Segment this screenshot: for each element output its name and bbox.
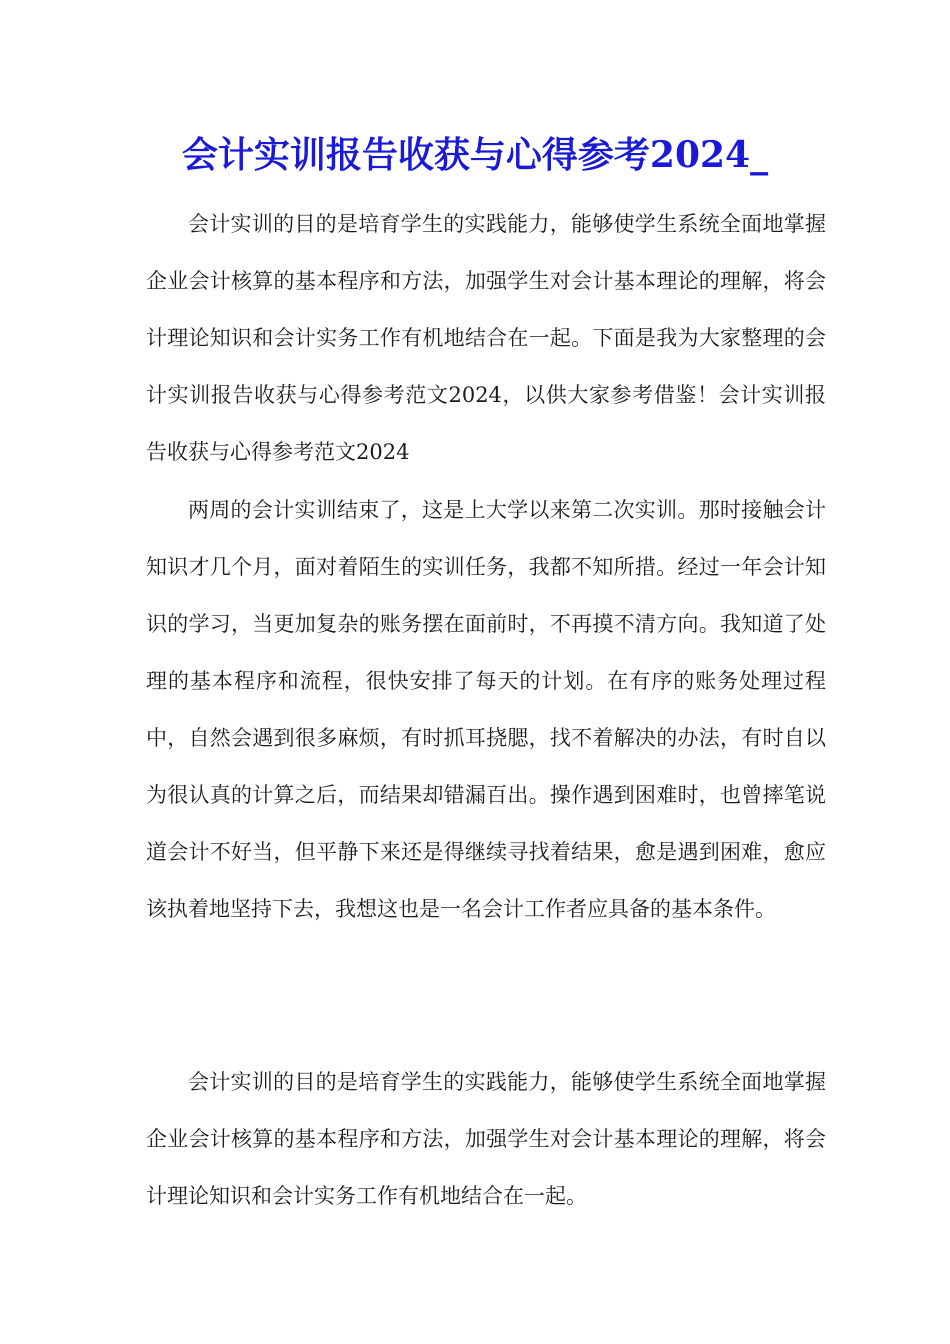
paragraph-experience: 两周的会计实训结束了，这是上大学以来第二次实训。那时接触会计知识才几个月，面对着陌生的实训任务，我都不知所措。经过一年会计知识的学习，当更加复杂的账务摆在面前时，不再摸不清方向。我知道了处理的基本程序和流程，很快安排了每天的计划。在有序的账务处理过程中，自然会遇到很多麻烦，有时抓耳挠腮，找不着解决的办法，有时自以为很认真的计算之后，而结果却错漏百出。操作遇到困难时，也曾摔笔说道会计不好当，但平静下来还是得继续寻找着结果，愈是遇到困难，愈应该执着地坚持下去，我想这也是一名会计工作者应具备的基本条件。 xyxy=(146,498,826,921)
paragraph-purpose: 会计实训的目的是培育学生的实践能力，能够使学生系统全面地掌握企业会计核算的基本程序和方法，加强学生对会计基本理论的理解，将会计理论知识和会计实务工作有机地结合在一起。 xyxy=(146,1070,826,1208)
paragraph-intro: 会计实训的目的是培育学生的实践能力，能够使学生系统全面地掌握企业会计核算的基本程序和方法，加强学生对会计基本理论的理解，将会计理论知识和会计实务工作有机地结合在一起。下面是我为大家整理的会计实训报告收获与心得参考范文2024，以供大家参考借鉴！会计实训报告收获与心得参考范文2024 xyxy=(146,212,826,464)
document-title: 会计实训报告收获与心得参考2024_ xyxy=(181,134,769,176)
